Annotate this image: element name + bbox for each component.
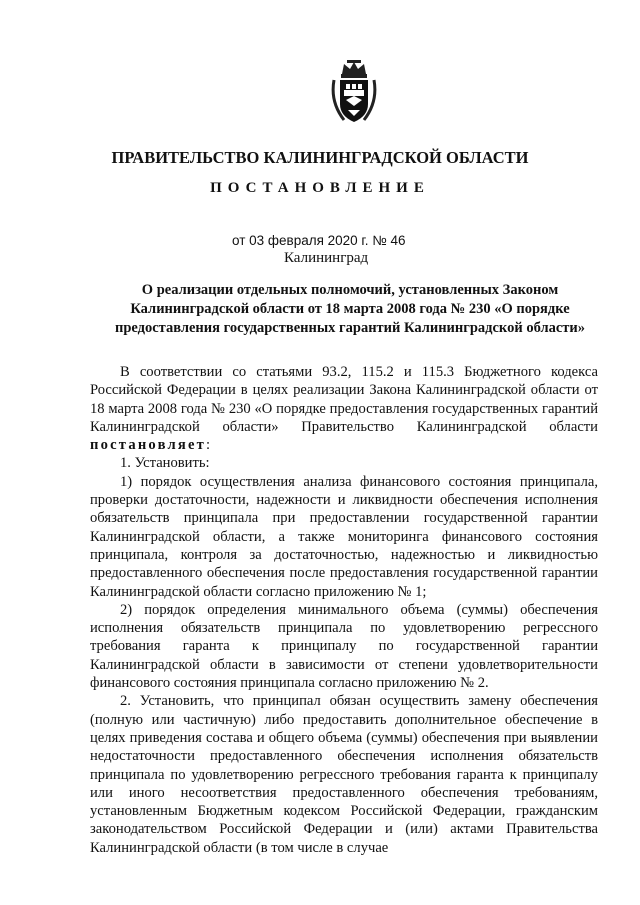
paragraph-1: 1. Установить: <box>120 455 210 472</box>
intro-paragraph: В соответствии со статьями 93.2, 115.2 и 115.3 Бюджетного кодекса Российской Федерации в целях реализации Закона Калининградской области от 18 марта 2008 года № 230 «О порядке предоставления государственных гарантий Калининградской области» Правительство Калининградской области постановляет: <box>90 364 598 454</box>
document-type: ПОСТАНОВЛЕНИЕ <box>210 180 430 196</box>
document-title: О реализации отдельных полномочий, установленных Законом Калининградской области от 18 марта 2008 года № 230 «О порядке предоставления государственных гарантий Калининградской области» <box>114 282 586 336</box>
paragraph-1-2: 2) порядок определения минимального объема (суммы) обеспечения исполнения обязательств принципала по удовлетворению регрессного требования гаранта к принципалу по государственной гарантии Калининградской области в зависимости от степени удовлетворительности финансового состояния принципала согласно приложению № 2. <box>90 601 598 692</box>
city: Калининград <box>284 250 369 266</box>
date-and-number: от 03 февраля 2020 г. № 46 <box>232 233 406 248</box>
intro-text: В соответствии со статьями 93.2, 115.2 и 115.3 Бюджетного кодекса Российской Федерации в целях реализации Закона Калининградской области от 18 марта 2008 года № 230 «О порядке предоставления государственных гарантий Калининградской области» Правительство Калининградской области <box>90 364 598 435</box>
paragraph-1-1: 1) порядок осуществления анализа финансового состояния принципала, проверки достаточности, надежности и ликвидности обеспечения исполнения обязательств принципала при предоставлении государственной гарантии Калининградской области, а также мониторинга финансового состояния принципала, контроля за достаточностью, надежностью и ликвидностью предоставленного обеспечения после предоставления государственной гарантии Калининградской области согласно приложению № 1; <box>90 473 598 600</box>
resolves-word: постановляет <box>90 437 206 454</box>
coat-of-arms-icon <box>330 60 378 126</box>
government-name: ПРАВИТЕЛЬСТВО КАЛИНИНГРАДСКОЙ ОБЛАСТИ <box>111 148 529 167</box>
document-body <box>90 363 598 857</box>
paragraph-2: 2. Установить, что принципал обязан осуществить замену обеспечения (полную или частичную) либо предоставить дополнительное обеспечение в целях приведения состава и общего объема (суммы) обеспечения при выявлении недостаточности предоставленного обеспечения исполнения обязательств принципала по удовлетворению регрессного требования гаранта к принципалу или иного несоответствия предоставленного обеспечения требованиям, установленным Бюджетным кодексом Российской Федерации, гражданским законодательством Российской Федерации и (или) актами Правительства Калининградской области (в том числе в случае <box>90 693 598 856</box>
